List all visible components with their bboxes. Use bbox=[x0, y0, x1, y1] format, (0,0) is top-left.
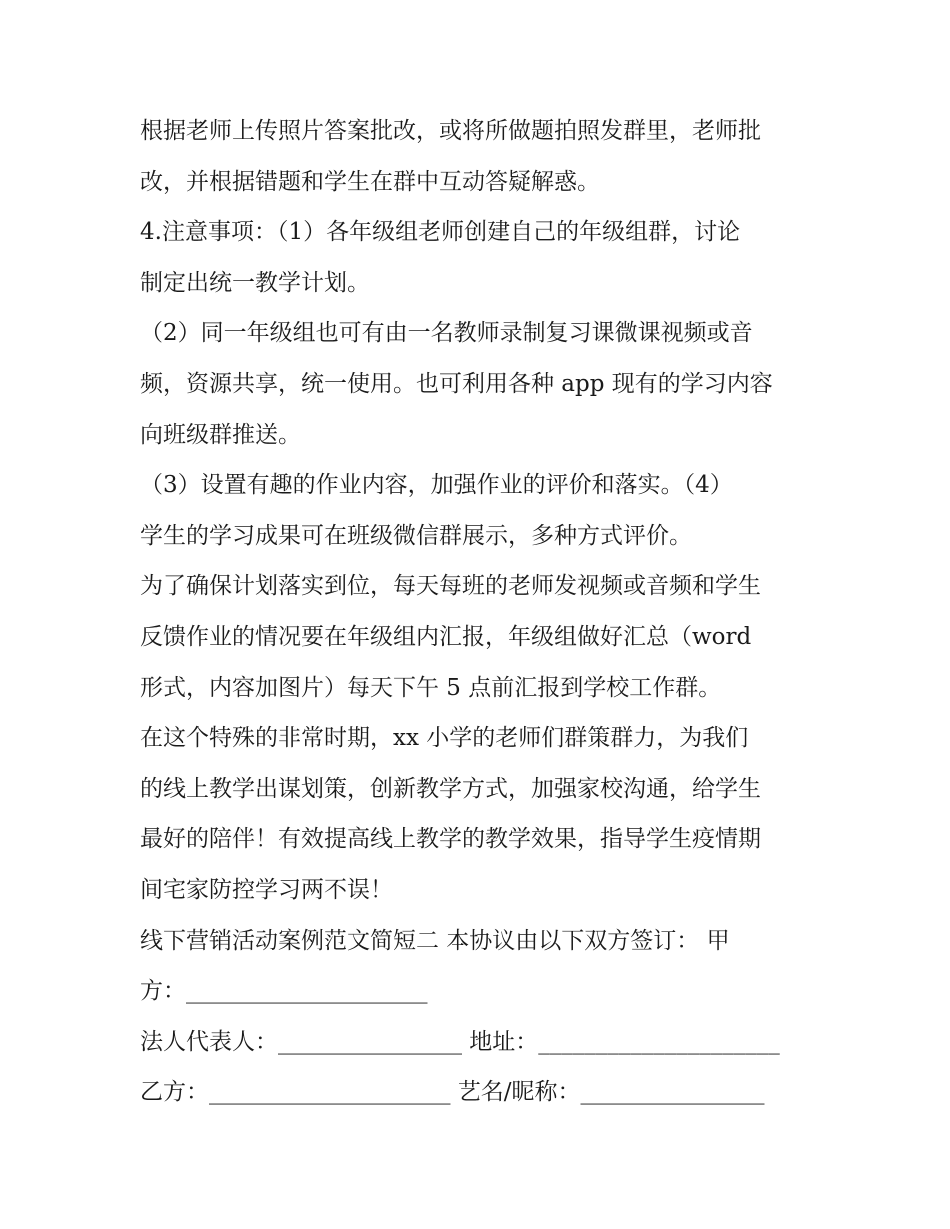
text-line-19: 法人代表人：________________ 地址：_____________________ bbox=[140, 1028, 780, 1055]
text-line-16: 间宅家防控学习两不误！ bbox=[140, 876, 393, 903]
document-body bbox=[140, 106, 840, 1118]
text-line-10: 为了确保计划落实到位，每天每班的老师发视频或音频和学生 bbox=[140, 573, 761, 600]
text-line-12: 形式，内容加图片）每天下午 5 点前汇报到学校工作群。 bbox=[140, 674, 722, 701]
text-line-17: 线下营销活动案例范文简短二 本协议由以下双方签订： 甲 bbox=[140, 927, 730, 954]
text-line-5: （2）同一年级组也可有由一名教师录制复习课微课视频或音 bbox=[140, 320, 753, 347]
text-line-14: 的线上教学出谋划策，创新教学方式，加强家校沟通，给学生 bbox=[140, 775, 761, 802]
text-line-11: 反馈作业的情况要在年级组内汇报，年级组做好汇总（word bbox=[140, 623, 752, 650]
text-line-2: 改，并根据错题和学生在群中互动答疑解惑。 bbox=[140, 168, 600, 195]
text-line-13: 在这个特殊的非常时期，xx 小学的老师们群策群力，为我们 bbox=[140, 725, 749, 752]
text-line-8: （3）设置有趣的作业内容，加强作业的评价和落实。（4） bbox=[140, 472, 733, 499]
text-line-1: 根据老师上传照片答案批改，或将所做题拍照发群里，老师批 bbox=[140, 118, 761, 144]
text-line-15: 最好的陪伴！有效提高线上教学的教学效果，指导学生疫情期 bbox=[140, 826, 761, 853]
text-line-4: 制定出统一教学计划。 bbox=[140, 269, 370, 296]
text-line-3: 4.注意事项：（1）各年级组老师创建自己的年级组群，讨论 bbox=[140, 219, 741, 246]
text-line-9: 学生的学习成果可在班级微信群展示，多种方式评价。 bbox=[140, 522, 692, 549]
text-line-20: 乙方：_____________________ 艺名/昵称：________________ bbox=[140, 1079, 765, 1106]
text-line-18: 方：_____________________ bbox=[140, 978, 428, 1005]
text-line-7: 向班级群推送。 bbox=[140, 421, 301, 448]
text-line-6: 频，资源共享，统一使用。也可利用各种 app 现有的学习内容 bbox=[140, 370, 773, 397]
